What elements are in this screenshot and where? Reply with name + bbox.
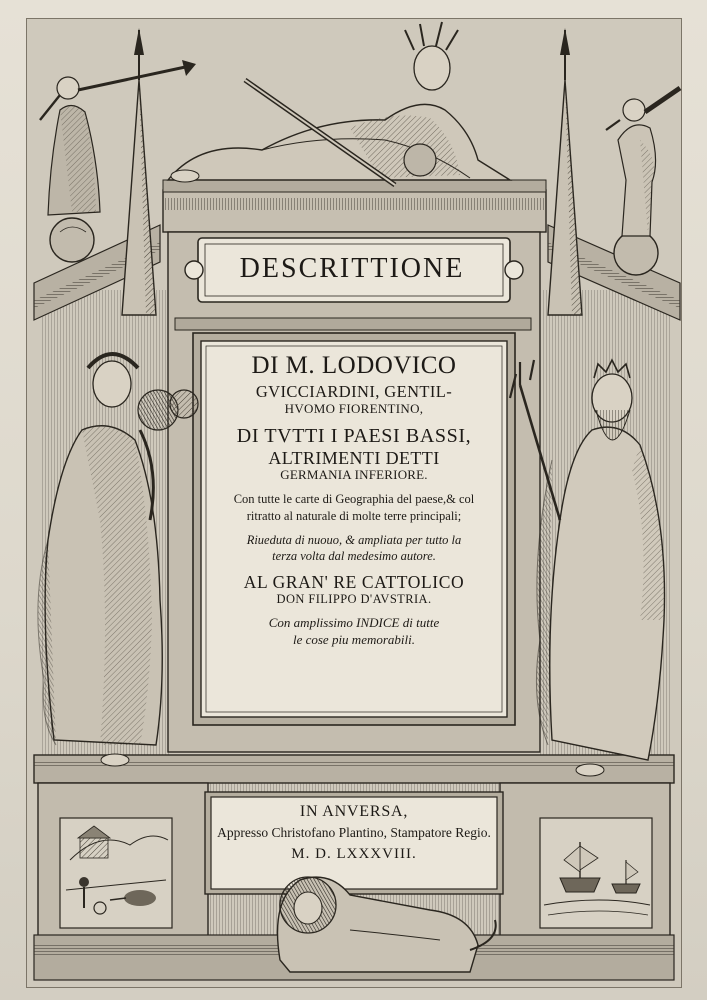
index-note-line-1: Con amplissimo INDICE di tutte [268,614,440,630]
imprint-date: M. D. LXXXVIII. [291,845,417,862]
subject-line-1: DI TVTTI I PAESI BASSI, [236,424,472,447]
title-text-panel [212,352,496,708]
author-line-1: DI M. LODOVICO [251,352,457,379]
revision-line-1: Riueduta di nuouo, & ampliata per tutto la [246,532,462,547]
hercules-statue [606,88,680,275]
dedication-line-1: AL GRAN' RE CATTOLICO [243,572,465,593]
index-note-line-2: le cose piu memorabili. [292,631,416,647]
imprint-place: IN ANVERSA, [299,803,409,820]
title-cartouche [207,243,497,295]
imprint-printer: Appresso Christofano Plantino, Stampatore Regio. [217,825,491,841]
author-line-3: HVOMO FIORENTINO, [284,400,424,416]
contents-line-1: Con tutte le carte di Geographia del paese,& col [233,492,475,507]
dedication-line-2: DON FILIPPO D'AVSTRIA. [276,592,432,607]
subject-line-2: ALTRIMENTI DETTI [268,447,440,468]
author-line-2: GVICCIARDINI, GENTIL- [255,381,453,401]
revision-line-2: terza volta dal medesimo autore. [272,549,436,564]
subject-line-3: GERMANIA INFERIORE. [280,467,428,483]
imprint-panel [212,797,496,889]
book-title: DESCRITTIONE [239,253,465,284]
contents-line-2: ritratto al naturale di molte terre principali; [246,508,462,523]
reclining-figure [168,22,510,185]
